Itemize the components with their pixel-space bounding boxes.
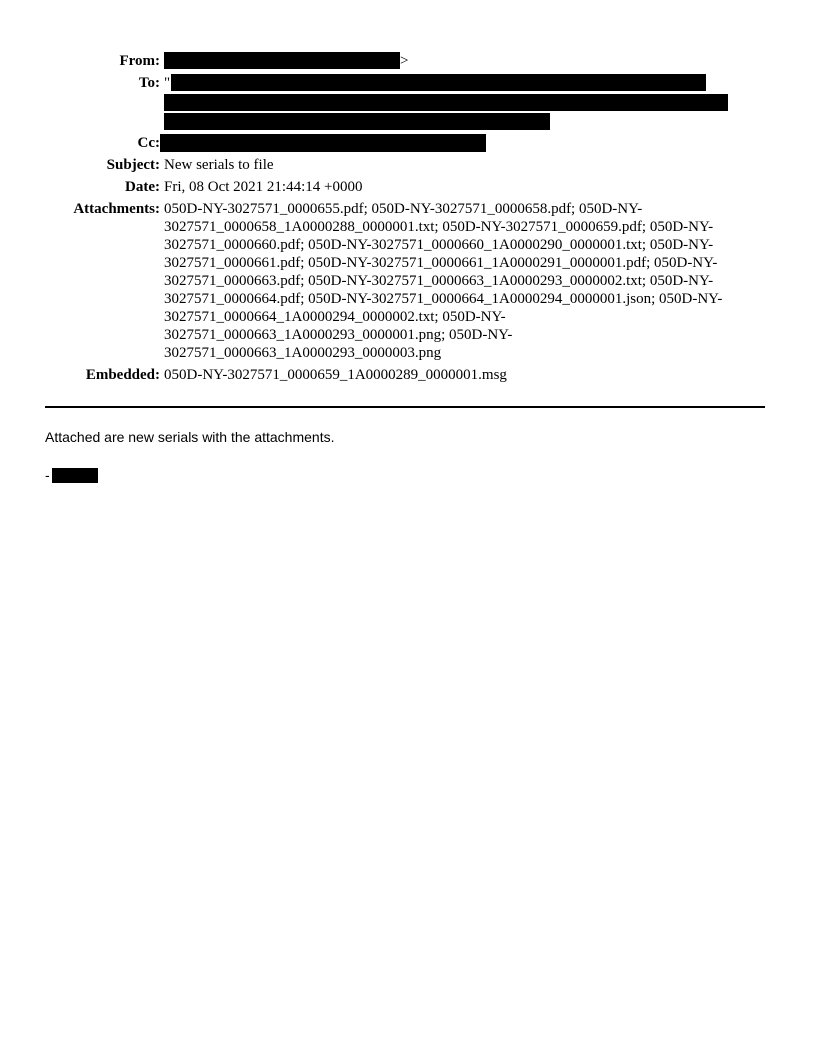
attachments-label: Attachments:: [73, 201, 160, 217]
embedded-row: [45, 366, 765, 384]
attachments-line: 3027571_0000658_1A0000288_0000001.txt; 050D-NY-3027571_0000659.pdf; 050D-NY-: [164, 219, 714, 235]
subject-row: [45, 156, 765, 174]
subject-value: New serials to file: [164, 157, 274, 173]
attachments-line: 050D-NY-3027571_0000655.pdf; 050D-NY-3027571_0000658.pdf; 050D-NY-: [164, 201, 643, 217]
email-header: [45, 52, 765, 384]
from-label: From:: [119, 53, 160, 69]
body-text: Attached are new serials with the attachments.: [45, 429, 335, 445]
attachments-line: 3027571_0000663_1A0000293_0000003.png: [164, 345, 442, 361]
cc-row: [45, 134, 765, 152]
cc-redaction: [160, 134, 486, 152]
to-prefix: ": [164, 75, 171, 91]
from-value: [160, 52, 765, 70]
embedded-label: Embedded:: [85, 367, 160, 383]
attachments-row: [45, 200, 765, 362]
from-suffix: >: [400, 53, 409, 69]
embedded-value: 050D-NY-3027571_0000659_1A0000289_0000001.msg: [164, 367, 507, 383]
to-redaction-1: [171, 74, 706, 91]
date-row: [45, 178, 765, 196]
attachments-line: 3027571_0000661.pdf; 050D-NY-3027571_0000661_1A0000291_0000001.pdf; 050D-NY-: [164, 255, 718, 271]
attachments-line: 3027571_0000660.pdf; 050D-NY-3027571_0000660_1A0000290_0000001.txt; 050D-NY-: [164, 237, 714, 253]
header-divider: [45, 406, 765, 408]
attachments-line: 3027571_0000663.pdf; 050D-NY-3027571_0000663_1A0000293_0000002.txt; 050D-NY-: [164, 273, 714, 289]
signature: [45, 467, 765, 483]
to-redaction-3: [164, 113, 550, 130]
signature-redaction: [52, 468, 98, 483]
attachments-line: 3027571_0000664_1A0000294_0000002.txt; 050D-NY-: [164, 309, 506, 325]
cc-value: [160, 134, 765, 152]
from-redaction: [164, 52, 400, 69]
attachments-value: [160, 200, 765, 362]
to-first-line: [164, 74, 765, 92]
to-value: [160, 74, 765, 130]
date-value: Fri, 08 Oct 2021 21:44:14 +0000: [164, 179, 363, 195]
email-body: [45, 429, 765, 483]
to-redaction-2: [164, 94, 728, 111]
attachments-line: 3027571_0000664.pdf; 050D-NY-3027571_0000664_1A0000294_0000001.json; 050D-NY-: [164, 291, 723, 307]
from-row: [45, 52, 765, 70]
to-row: [45, 74, 765, 130]
signature-prefix: -: [45, 467, 50, 483]
attachments-line: 3027571_0000663_1A0000293_0000001.png; 050D-NY-: [164, 327, 513, 343]
cc-label: Cc:: [137, 135, 160, 151]
subject-label: Subject:: [106, 157, 160, 173]
date-label: Date:: [125, 179, 160, 195]
to-label: To:: [138, 75, 160, 91]
